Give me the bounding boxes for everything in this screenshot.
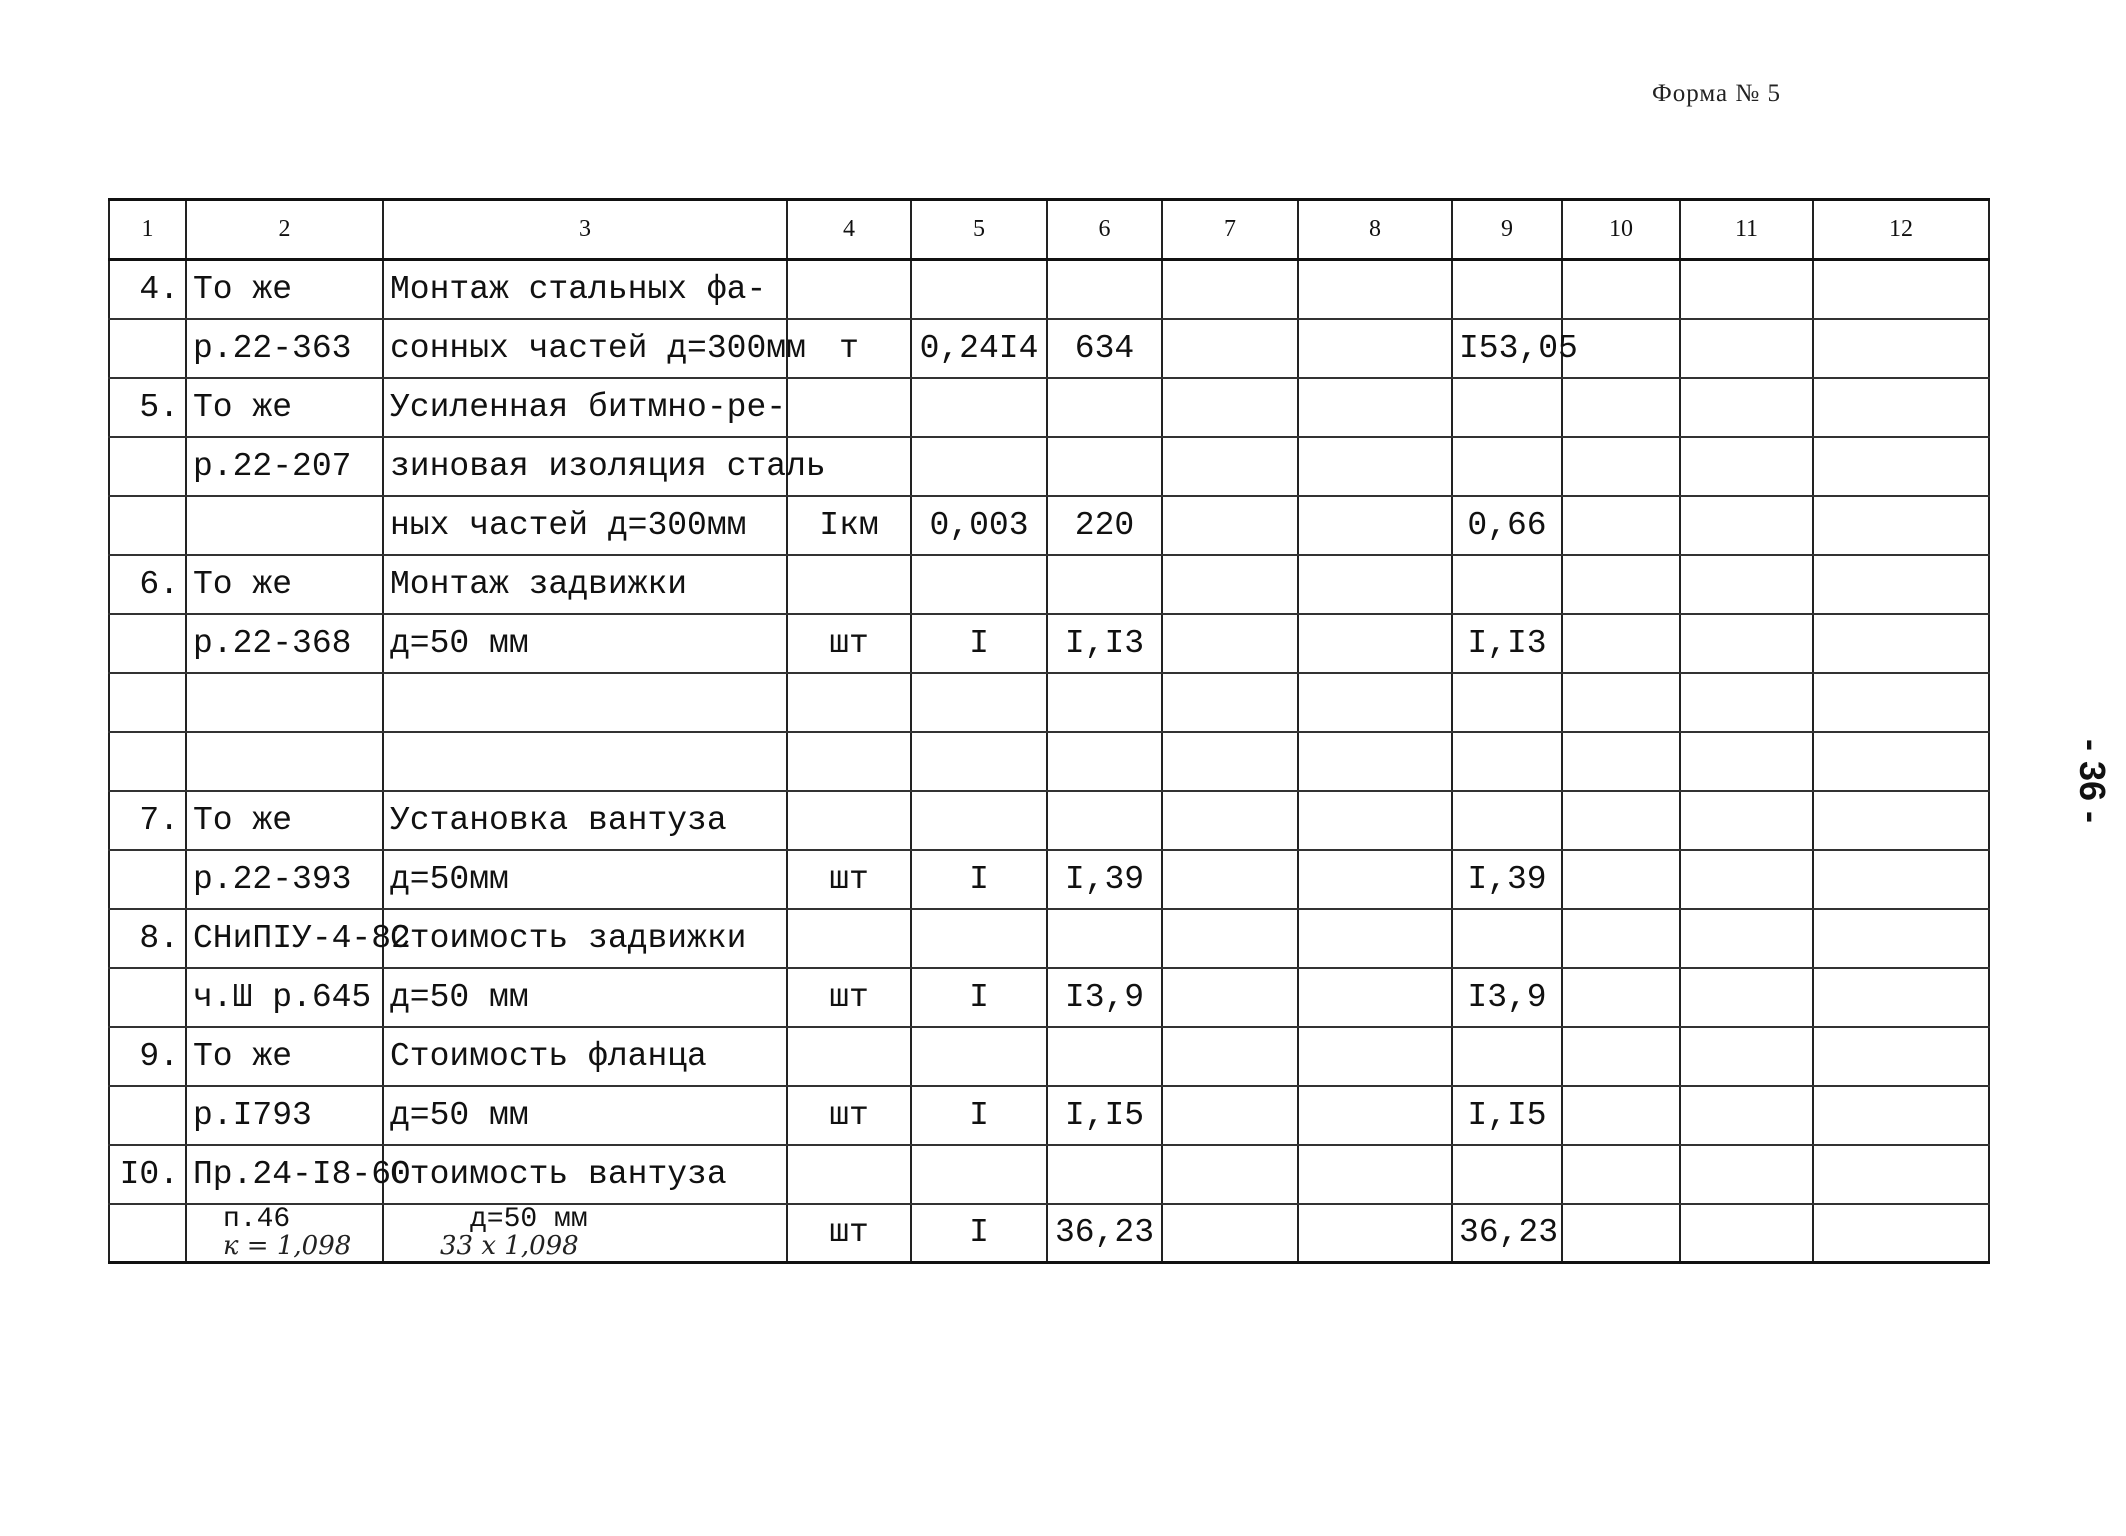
table-row bbox=[109, 496, 1989, 555]
table-row bbox=[109, 1086, 1989, 1145]
table-cell-col-7 bbox=[1162, 1145, 1298, 1204]
table-cell-col-4: шт bbox=[787, 850, 911, 909]
table-cell-col-6: I,I5 bbox=[1047, 1086, 1162, 1145]
table-cell-col-1 bbox=[109, 496, 186, 555]
table-cell-col-7 bbox=[1162, 1027, 1298, 1086]
column-header-7: 7 bbox=[1162, 200, 1298, 260]
table-row bbox=[109, 732, 1989, 791]
table-cell-col-11 bbox=[1680, 791, 1813, 850]
table-cell-col-1 bbox=[109, 968, 186, 1027]
table-cell-col-5 bbox=[911, 1145, 1047, 1204]
table-cell-col-10 bbox=[1562, 732, 1680, 791]
table-cell-col-5: I bbox=[911, 1086, 1047, 1145]
table-cell-col-10 bbox=[1562, 1145, 1680, 1204]
table-cell-col-6 bbox=[1047, 909, 1162, 968]
table-cell-col-7 bbox=[1162, 1204, 1298, 1263]
table-cell-col-9 bbox=[1452, 437, 1562, 496]
table-row bbox=[109, 791, 1989, 850]
table-cell-col-1 bbox=[109, 1204, 186, 1263]
table-cell-col-6: I,39 bbox=[1047, 850, 1162, 909]
table-cell-col-9 bbox=[1452, 732, 1562, 791]
table-cell-col-8 bbox=[1298, 1204, 1452, 1263]
table-cell-col-7 bbox=[1162, 378, 1298, 437]
table-cell-col-6: 220 bbox=[1047, 496, 1162, 555]
table-row bbox=[109, 968, 1989, 1027]
table-cell-col-12 bbox=[1813, 732, 1989, 791]
column-header-9: 9 bbox=[1452, 200, 1562, 260]
table-cell-col-1: I0. bbox=[109, 1145, 186, 1204]
table-cell-col-6 bbox=[1047, 260, 1162, 319]
table-cell-col-11 bbox=[1680, 1086, 1813, 1145]
table-cell-col-10 bbox=[1562, 791, 1680, 850]
table-cell-col-1: 4. bbox=[109, 260, 186, 319]
table-cell-col-11 bbox=[1680, 555, 1813, 614]
table-cell-col-3 bbox=[383, 1204, 787, 1263]
table-cell-col-6: I3,9 bbox=[1047, 968, 1162, 1027]
table-cell-col-6 bbox=[1047, 1027, 1162, 1086]
table-cell-col-1 bbox=[109, 319, 186, 378]
table-cell-col-11 bbox=[1680, 496, 1813, 555]
column-header-12: 12 bbox=[1813, 200, 1989, 260]
column-header-2: 2 bbox=[186, 200, 383, 260]
table-cell-col-7 bbox=[1162, 1086, 1298, 1145]
table-cell-col-5: 0,003 bbox=[911, 496, 1047, 555]
table-cell-col-11 bbox=[1680, 673, 1813, 732]
table-cell-col-4 bbox=[787, 555, 911, 614]
table-cell-col-12 bbox=[1813, 791, 1989, 850]
table-cell-col-10 bbox=[1562, 850, 1680, 909]
table-row bbox=[109, 1204, 1989, 1263]
table-cell-col-7 bbox=[1162, 260, 1298, 319]
table-cell-col-12 bbox=[1813, 260, 1989, 319]
table-cell-col-2: То же bbox=[186, 555, 383, 614]
page-number: - 36 - bbox=[2072, 738, 2114, 824]
table-cell-col-2: СНиПIУ-4-82 bbox=[186, 909, 383, 968]
table-cell-col-6 bbox=[1047, 732, 1162, 791]
table-cell-col-6 bbox=[1047, 673, 1162, 732]
table-row bbox=[109, 378, 1989, 437]
table-cell-col-8 bbox=[1298, 378, 1452, 437]
table-row bbox=[109, 555, 1989, 614]
table-cell-col-9: I,I3 bbox=[1452, 614, 1562, 673]
table-cell-col-4 bbox=[787, 378, 911, 437]
table-header-row bbox=[109, 200, 1989, 260]
table-cell-col-9: I53,05 bbox=[1452, 319, 1562, 378]
column-header-8: 8 bbox=[1298, 200, 1452, 260]
table-cell-col-11 bbox=[1680, 437, 1813, 496]
table-cell-col-3: Монтаж задвижки bbox=[383, 555, 787, 614]
column-header-10: 10 bbox=[1562, 200, 1680, 260]
table-cell-col-11 bbox=[1680, 1145, 1813, 1204]
table-cell-col-2: То же bbox=[186, 378, 383, 437]
cell-text: п.46 bbox=[223, 1203, 291, 1235]
table-cell-col-10 bbox=[1562, 378, 1680, 437]
table-cell-col-4 bbox=[787, 673, 911, 732]
table-cell-col-2: ч.Ш р.645 bbox=[186, 968, 383, 1027]
table-cell-col-3 bbox=[383, 732, 787, 791]
table-row bbox=[109, 909, 1989, 968]
table-cell-col-12 bbox=[1813, 378, 1989, 437]
cell-text: д=50 мм bbox=[470, 1203, 588, 1235]
table-cell-col-1: 5. bbox=[109, 378, 186, 437]
table-cell-col-10 bbox=[1562, 1204, 1680, 1263]
table-cell-col-12 bbox=[1813, 1027, 1989, 1086]
table-cell-col-6 bbox=[1047, 378, 1162, 437]
table-cell-col-1 bbox=[109, 437, 186, 496]
table-cell-col-8 bbox=[1298, 850, 1452, 909]
table-cell-col-10 bbox=[1562, 614, 1680, 673]
table-cell-col-12 bbox=[1813, 673, 1989, 732]
table-cell-col-1 bbox=[109, 614, 186, 673]
table-cell-col-5 bbox=[911, 1027, 1047, 1086]
table-cell-col-2 bbox=[186, 1204, 383, 1263]
table-cell-col-5: I bbox=[911, 968, 1047, 1027]
table-cell-col-8 bbox=[1298, 1145, 1452, 1204]
table-cell-col-12 bbox=[1813, 319, 1989, 378]
table-cell-col-10 bbox=[1562, 1086, 1680, 1145]
table-cell-col-6 bbox=[1047, 1145, 1162, 1204]
table-cell-col-10 bbox=[1562, 496, 1680, 555]
table-cell-col-5 bbox=[911, 378, 1047, 437]
estimate-table bbox=[108, 198, 1990, 1264]
table-cell-col-6 bbox=[1047, 437, 1162, 496]
table-cell-col-1 bbox=[109, 1086, 186, 1145]
column-header-1: 1 bbox=[109, 200, 186, 260]
table-cell-col-5 bbox=[911, 437, 1047, 496]
table-cell-col-6: I,I3 bbox=[1047, 614, 1162, 673]
table-cell-col-8 bbox=[1298, 791, 1452, 850]
table-cell-col-8 bbox=[1298, 555, 1452, 614]
table-body bbox=[109, 260, 1989, 1263]
table-cell-col-4 bbox=[787, 1027, 911, 1086]
table-cell-col-8 bbox=[1298, 614, 1452, 673]
table-cell-col-2: р.22-393 bbox=[186, 850, 383, 909]
table-cell-col-1 bbox=[109, 732, 186, 791]
table-cell-col-2: То же bbox=[186, 791, 383, 850]
table-cell-col-7 bbox=[1162, 437, 1298, 496]
table-cell-col-3: Стоимость фланца bbox=[383, 1027, 787, 1086]
form-number-label: Форма № 5 bbox=[1652, 80, 1781, 107]
table-cell-col-3: д=50 мм bbox=[383, 614, 787, 673]
table-cell-col-4: Iкм bbox=[787, 496, 911, 555]
table-cell-col-7 bbox=[1162, 732, 1298, 791]
table-cell-col-10 bbox=[1562, 673, 1680, 732]
table-cell-col-11 bbox=[1680, 260, 1813, 319]
table-cell-col-7 bbox=[1162, 555, 1298, 614]
table-cell-col-8 bbox=[1298, 260, 1452, 319]
table-cell-col-5 bbox=[911, 791, 1047, 850]
table-cell-col-4 bbox=[787, 260, 911, 319]
column-header-11: 11 bbox=[1680, 200, 1813, 260]
table-cell-col-12 bbox=[1813, 909, 1989, 968]
table-row bbox=[109, 673, 1989, 732]
table-cell-col-11 bbox=[1680, 968, 1813, 1027]
table-cell-col-12 bbox=[1813, 614, 1989, 673]
table-row bbox=[109, 1145, 1989, 1204]
table-cell-col-5 bbox=[911, 555, 1047, 614]
table-cell-col-1: 6. bbox=[109, 555, 186, 614]
table-cell-col-2: р.22-363 bbox=[186, 319, 383, 378]
table-cell-col-9 bbox=[1452, 1145, 1562, 1204]
table-cell-col-10 bbox=[1562, 319, 1680, 378]
table-cell-col-9 bbox=[1452, 673, 1562, 732]
table-cell-col-7 bbox=[1162, 850, 1298, 909]
table-row bbox=[109, 319, 1989, 378]
table-cell-col-7 bbox=[1162, 673, 1298, 732]
table-cell-col-4: шт bbox=[787, 968, 911, 1027]
table-cell-col-3: зиновая изоляция сталь bbox=[383, 437, 787, 496]
table-cell-col-2: р.22-368 bbox=[186, 614, 383, 673]
handwritten-note: 33 х 1,098 bbox=[440, 1230, 579, 1261]
table-cell-col-9: I3,9 bbox=[1452, 968, 1562, 1027]
table-cell-col-9 bbox=[1452, 1027, 1562, 1086]
table-cell-col-12 bbox=[1813, 850, 1989, 909]
table-cell-col-7 bbox=[1162, 791, 1298, 850]
table-cell-col-7 bbox=[1162, 909, 1298, 968]
table-cell-col-9 bbox=[1452, 909, 1562, 968]
table-cell-col-9: I,39 bbox=[1452, 850, 1562, 909]
table-cell-col-9 bbox=[1452, 260, 1562, 319]
table-cell-col-6: 36,23 bbox=[1047, 1204, 1162, 1263]
table-cell-col-1 bbox=[109, 850, 186, 909]
table-cell-col-8 bbox=[1298, 319, 1452, 378]
table-cell-col-8 bbox=[1298, 1086, 1452, 1145]
table-cell-col-4 bbox=[787, 732, 911, 791]
table-cell-col-12 bbox=[1813, 1204, 1989, 1263]
column-header-4: 4 bbox=[787, 200, 911, 260]
table-cell-col-4: шт bbox=[787, 1086, 911, 1145]
table-cell-col-3: Стоимость вантуза bbox=[383, 1145, 787, 1204]
table-cell-col-3: Установка вантуза bbox=[383, 791, 787, 850]
table-cell-col-10 bbox=[1562, 437, 1680, 496]
table-cell-col-4 bbox=[787, 1145, 911, 1204]
table-cell-col-10 bbox=[1562, 555, 1680, 614]
table-row bbox=[109, 850, 1989, 909]
table-row bbox=[109, 614, 1989, 673]
table-cell-col-3: д=50 мм bbox=[383, 968, 787, 1027]
table-cell-col-3: Монтаж стальных фа- bbox=[383, 260, 787, 319]
table-cell-col-8 bbox=[1298, 732, 1452, 791]
table-cell-col-9 bbox=[1452, 791, 1562, 850]
table-cell-col-2: То же bbox=[186, 260, 383, 319]
table-cell-col-4: т bbox=[787, 319, 911, 378]
table-cell-col-12 bbox=[1813, 968, 1989, 1027]
table-cell-col-2: р.I793 bbox=[186, 1086, 383, 1145]
table-cell-col-9 bbox=[1452, 555, 1562, 614]
table-cell-col-1: 8. bbox=[109, 909, 186, 968]
table-cell-col-1: 7. bbox=[109, 791, 186, 850]
table-cell-col-9 bbox=[1452, 378, 1562, 437]
table-cell-col-4 bbox=[787, 791, 911, 850]
table-cell-col-8 bbox=[1298, 437, 1452, 496]
table-cell-col-8 bbox=[1298, 968, 1452, 1027]
table-cell-col-12 bbox=[1813, 555, 1989, 614]
table-cell-col-11 bbox=[1680, 850, 1813, 909]
table-row bbox=[109, 260, 1989, 319]
table-cell-col-4: шт bbox=[787, 1204, 911, 1263]
table-cell-col-5: I bbox=[911, 1204, 1047, 1263]
table-cell-col-3: ных частей д=300мм bbox=[383, 496, 787, 555]
table-cell-col-12 bbox=[1813, 437, 1989, 496]
table-cell-col-2 bbox=[186, 732, 383, 791]
table-cell-col-8 bbox=[1298, 1027, 1452, 1086]
table-cell-col-10 bbox=[1562, 260, 1680, 319]
table-cell-col-7 bbox=[1162, 614, 1298, 673]
table-cell-col-6: 634 bbox=[1047, 319, 1162, 378]
column-header-6: 6 bbox=[1047, 200, 1162, 260]
table-cell-col-5: I bbox=[911, 850, 1047, 909]
table-cell-col-8 bbox=[1298, 496, 1452, 555]
table-cell-col-5 bbox=[911, 673, 1047, 732]
table-cell-col-5: I bbox=[911, 614, 1047, 673]
table-cell-col-3: д=50мм bbox=[383, 850, 787, 909]
table-cell-col-10 bbox=[1562, 1027, 1680, 1086]
table-cell-col-2: р.22-207 bbox=[186, 437, 383, 496]
table-cell-col-10 bbox=[1562, 968, 1680, 1027]
table-cell-col-7 bbox=[1162, 496, 1298, 555]
table-cell-col-3: д=50 мм bbox=[383, 1086, 787, 1145]
table-cell-col-5 bbox=[911, 732, 1047, 791]
table-cell-col-11 bbox=[1680, 614, 1813, 673]
table-cell-col-4: шт bbox=[787, 614, 911, 673]
column-header-3: 3 bbox=[383, 200, 787, 260]
table-cell-col-3: Усиленная битмно-ре- bbox=[383, 378, 787, 437]
table-cell-col-3: Стоимость задвижки bbox=[383, 909, 787, 968]
table-row bbox=[109, 1027, 1989, 1086]
table-cell-col-10 bbox=[1562, 909, 1680, 968]
table-cell-col-8 bbox=[1298, 673, 1452, 732]
table-cell-col-11 bbox=[1680, 1204, 1813, 1263]
table-cell-col-12 bbox=[1813, 1145, 1989, 1204]
table-cell-col-1: 9. bbox=[109, 1027, 186, 1086]
table-cell-col-3: сонных частей д=300мм bbox=[383, 319, 787, 378]
table-cell-col-6 bbox=[1047, 555, 1162, 614]
table-cell-col-8 bbox=[1298, 909, 1452, 968]
column-header-5: 5 bbox=[911, 200, 1047, 260]
table-cell-col-12 bbox=[1813, 496, 1989, 555]
table-cell-col-4 bbox=[787, 909, 911, 968]
table-cell-col-11 bbox=[1680, 909, 1813, 968]
table-row bbox=[109, 437, 1989, 496]
table-cell-col-2 bbox=[186, 673, 383, 732]
table-cell-col-11 bbox=[1680, 319, 1813, 378]
table-cell-col-6 bbox=[1047, 791, 1162, 850]
table-cell-col-5 bbox=[911, 909, 1047, 968]
table-cell-col-7 bbox=[1162, 319, 1298, 378]
table-cell-col-12 bbox=[1813, 1086, 1989, 1145]
table-cell-col-5: 0,24I4 bbox=[911, 319, 1047, 378]
table-cell-col-2: То же bbox=[186, 1027, 383, 1086]
table-cell-col-11 bbox=[1680, 1027, 1813, 1086]
table-cell-col-1 bbox=[109, 673, 186, 732]
table-cell-col-2: Пр.24-I8-60 bbox=[186, 1145, 383, 1204]
table-cell-col-5 bbox=[911, 260, 1047, 319]
handwritten-note: к = 1,098 bbox=[223, 1230, 352, 1261]
table-cell-col-11 bbox=[1680, 732, 1813, 791]
table-cell-col-11 bbox=[1680, 378, 1813, 437]
table-cell-col-9: 0,66 bbox=[1452, 496, 1562, 555]
table-cell-col-7 bbox=[1162, 968, 1298, 1027]
table-cell-col-9: 36,23 bbox=[1452, 1204, 1562, 1263]
table-cell-col-3 bbox=[383, 673, 787, 732]
table-cell-col-9: I,I5 bbox=[1452, 1086, 1562, 1145]
table-cell-col-2 bbox=[186, 496, 383, 555]
